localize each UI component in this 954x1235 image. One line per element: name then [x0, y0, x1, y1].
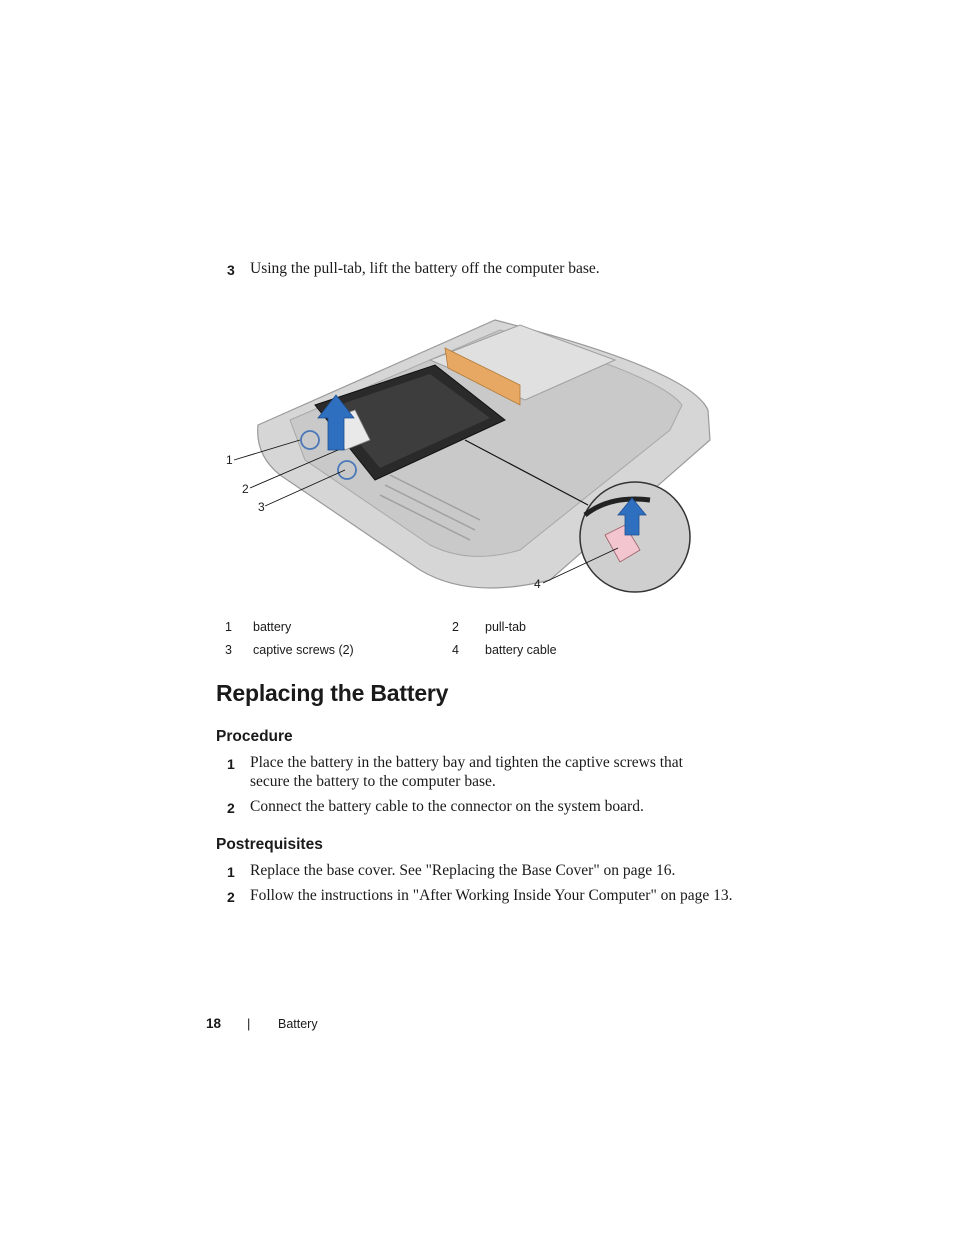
postrequisites-step-2-number: 2 [227, 889, 235, 905]
battery-removal-illustration [220, 300, 720, 600]
callout-2: 2 [242, 482, 249, 496]
procedure-step-1-line-2: secure the battery to the computer base. [250, 773, 496, 790]
callout-1: 1 [226, 453, 233, 467]
legend-num-3: 3 [225, 643, 232, 657]
section-title: Replacing the Battery [216, 680, 449, 706]
procedure-step-2-line-1: Connect the battery cable to the connector on the system board. [250, 798, 644, 815]
footer-page-number: 18 [206, 1016, 222, 1031]
callout-3: 3 [258, 500, 265, 514]
intro-step-number: 3 [227, 262, 235, 278]
legend-label-1: battery [253, 620, 292, 634]
legend-num-4: 4 [452, 643, 459, 657]
procedure-heading: Procedure [216, 728, 293, 745]
procedure-step-1-line-1: Place the battery in the battery bay and tighten the captive screws that [250, 754, 683, 771]
postrequisites-step-2-text: Follow the instructions in "After Working Inside Your Computer" on page 13. [250, 887, 733, 904]
postrequisites-step-1-number: 1 [227, 864, 235, 880]
legend-num-1: 1 [225, 620, 232, 634]
procedure-step-1-number: 1 [227, 756, 235, 772]
callout-4: 4 [534, 577, 541, 591]
legend-label-3: captive screws (2) [253, 643, 354, 657]
intro-step-text: Using the pull-tab, lift the battery off the computer base. [250, 260, 600, 277]
procedure-step-2-number: 2 [227, 800, 235, 816]
legend-num-2: 2 [452, 620, 459, 634]
legend-label-2: pull-tab [485, 620, 526, 634]
footer-separator: | [247, 1016, 251, 1031]
footer-section-name: Battery [278, 1017, 318, 1031]
legend-label-4: battery cable [485, 643, 557, 657]
postrequisites-heading: Postrequisites [216, 836, 323, 853]
postrequisites-step-1-text: Replace the base cover. See "Replacing the Base Cover" on page 16. [250, 862, 676, 879]
